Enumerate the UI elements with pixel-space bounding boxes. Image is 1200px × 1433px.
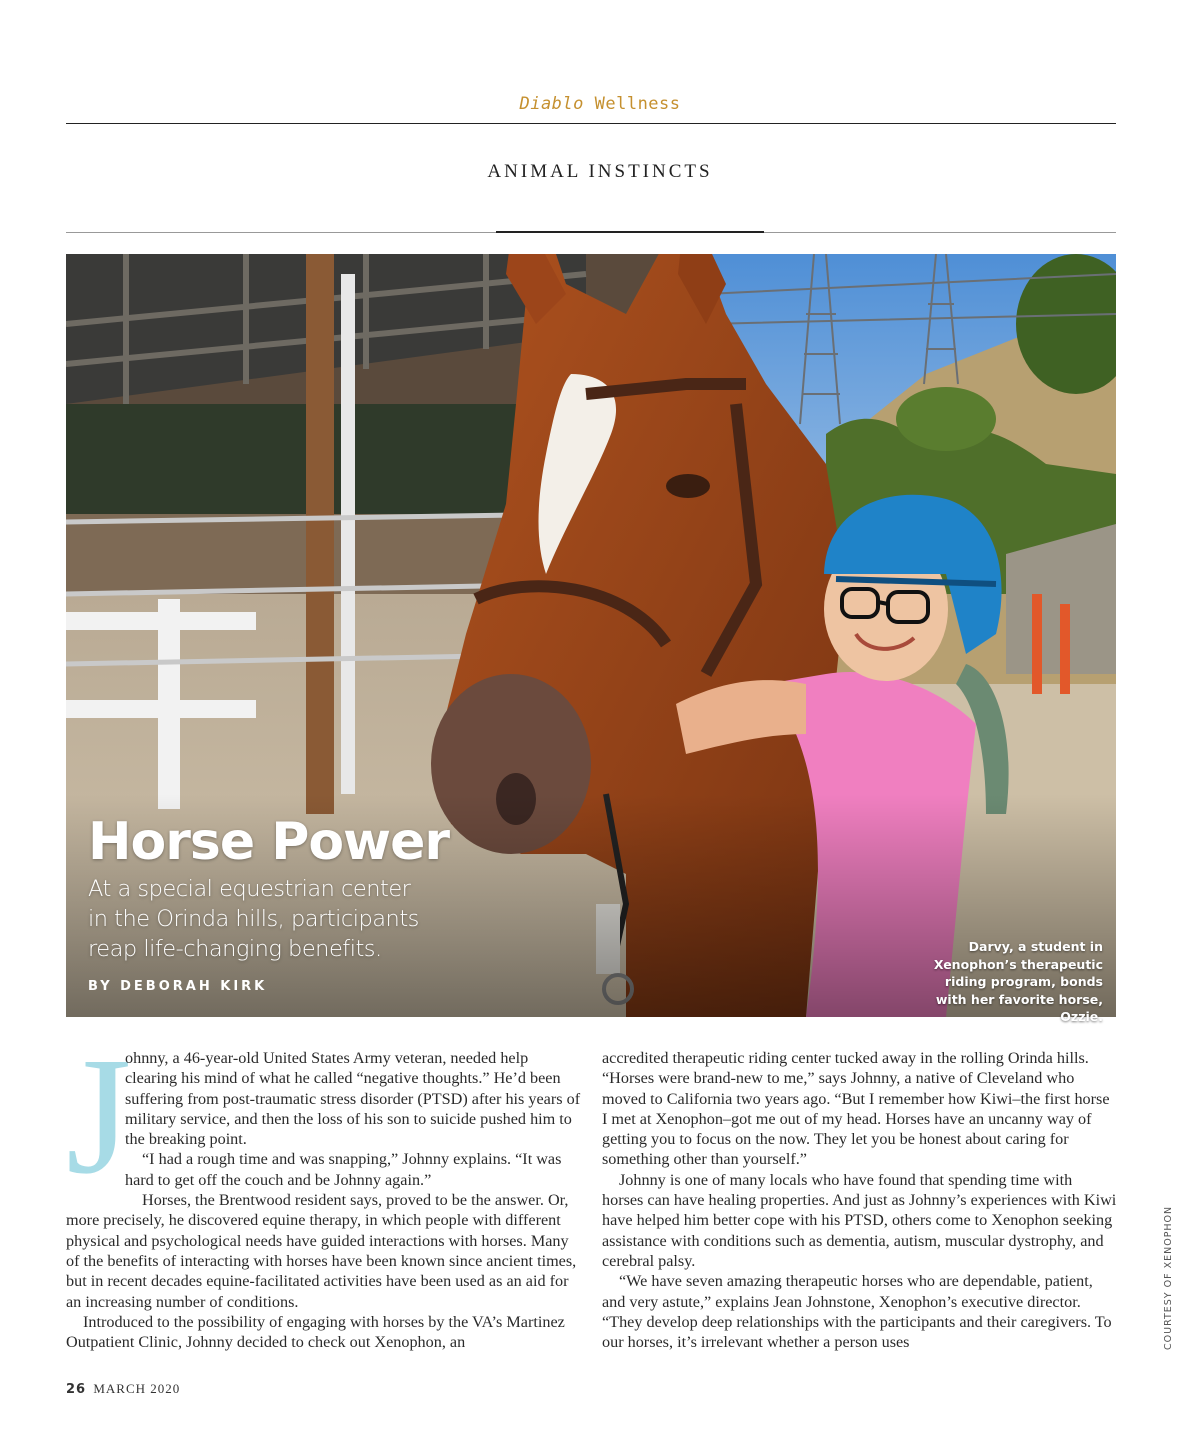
paragraph-3: Horses, the Brentwood resident says, proved to be the answer. Or, more precisely, he discovered equine therapy, in which people with different physical and psychological needs have guided interactions with horses. Many of the benefits of interacting with horses have been known since ancient times, but in recent decades equine-facilitated activities have been used as an aid for an increasing number of conditions. <box>66 1191 577 1311</box>
section-label-rest: Wellness <box>583 94 681 114</box>
paragraph-2: “I had a rough time and was snapping,” Johnny explains. “It was hard to get off the couch and be Johnny again.” <box>125 1150 562 1189</box>
dek: At a special equestrian center in the Orinda hills, participants reap life-changing benefits. <box>88 876 419 962</box>
header-rule <box>66 123 1116 124</box>
paragraph-4: Introduced to the possibility of engaging with horses by the VA’s Martinez Outpatient Clinic, Johnny decided to check out Xenophon, an <box>66 1312 565 1352</box>
headline: Horse Power <box>88 812 449 872</box>
article-column-2 <box>602 1048 1117 1352</box>
paragraph-1: ohnny, a 46-year-old United States Army veteran, needed help clearing his mind of what he called “negative thoughts.” He’d been suffering from post-traumatic stress disorder (PTSD) after his years of military service, and then the loss of his son to suicide pushed him to the breaking point. <box>125 1049 581 1149</box>
folio <box>66 1381 180 1397</box>
photo-credit: COURTESY OF XENOPHON <box>1163 1205 1174 1350</box>
byline: BY DEBORAH KIRK <box>88 979 268 994</box>
article-column-1 <box>66 1023 581 1352</box>
issue-date: MARCH 2020 <box>93 1381 181 1396</box>
section-label <box>0 94 1200 114</box>
page-number: 26 <box>66 1382 87 1397</box>
kicker: ANIMAL INSTINCTS <box>487 161 713 182</box>
paragraph-5: accredited therapeutic riding center tucked away in the rolling Orinda hills. “Horses were brand-new to me,” says Johnny, a native of Cleveland who moved to California two years ago. “But I remember how Kiwi–the first horse I met at Xenophon–got me out of my head. Horses have an uncanny way of getting you to focus on the now. They let you be honest about caring for something other than yourself.” <box>602 1049 1110 1169</box>
paragraph-6: Johnny is one of many locals who have found that spending time with horses can have healing properties. And just as Johnny’s experiences with Kiwi have helped him better cope with his PTSD, others come to Xenophon seeking assistance with conditions such as dementia, autism, muscular dystrophy, and cerebral palsy. <box>602 1170 1117 1270</box>
paragraph-7: “We have seven amazing therapeutic horses who are dependable, patient, and very astute,” explains Jean Johnstone, Xenophon’s executive director. “They develop deep relationships with the participants and their caregivers. To our horses, it’s irrelevant whether a person uses <box>602 1272 1112 1352</box>
photo-caption: Darvy, a student in Xenophon’s therapeutic riding program, bonds with her favorite horse, Ozzie. <box>933 939 1103 1024</box>
section-label-italic: Diablo <box>519 94 584 114</box>
dropcap: J <box>66 1023 132 1209</box>
